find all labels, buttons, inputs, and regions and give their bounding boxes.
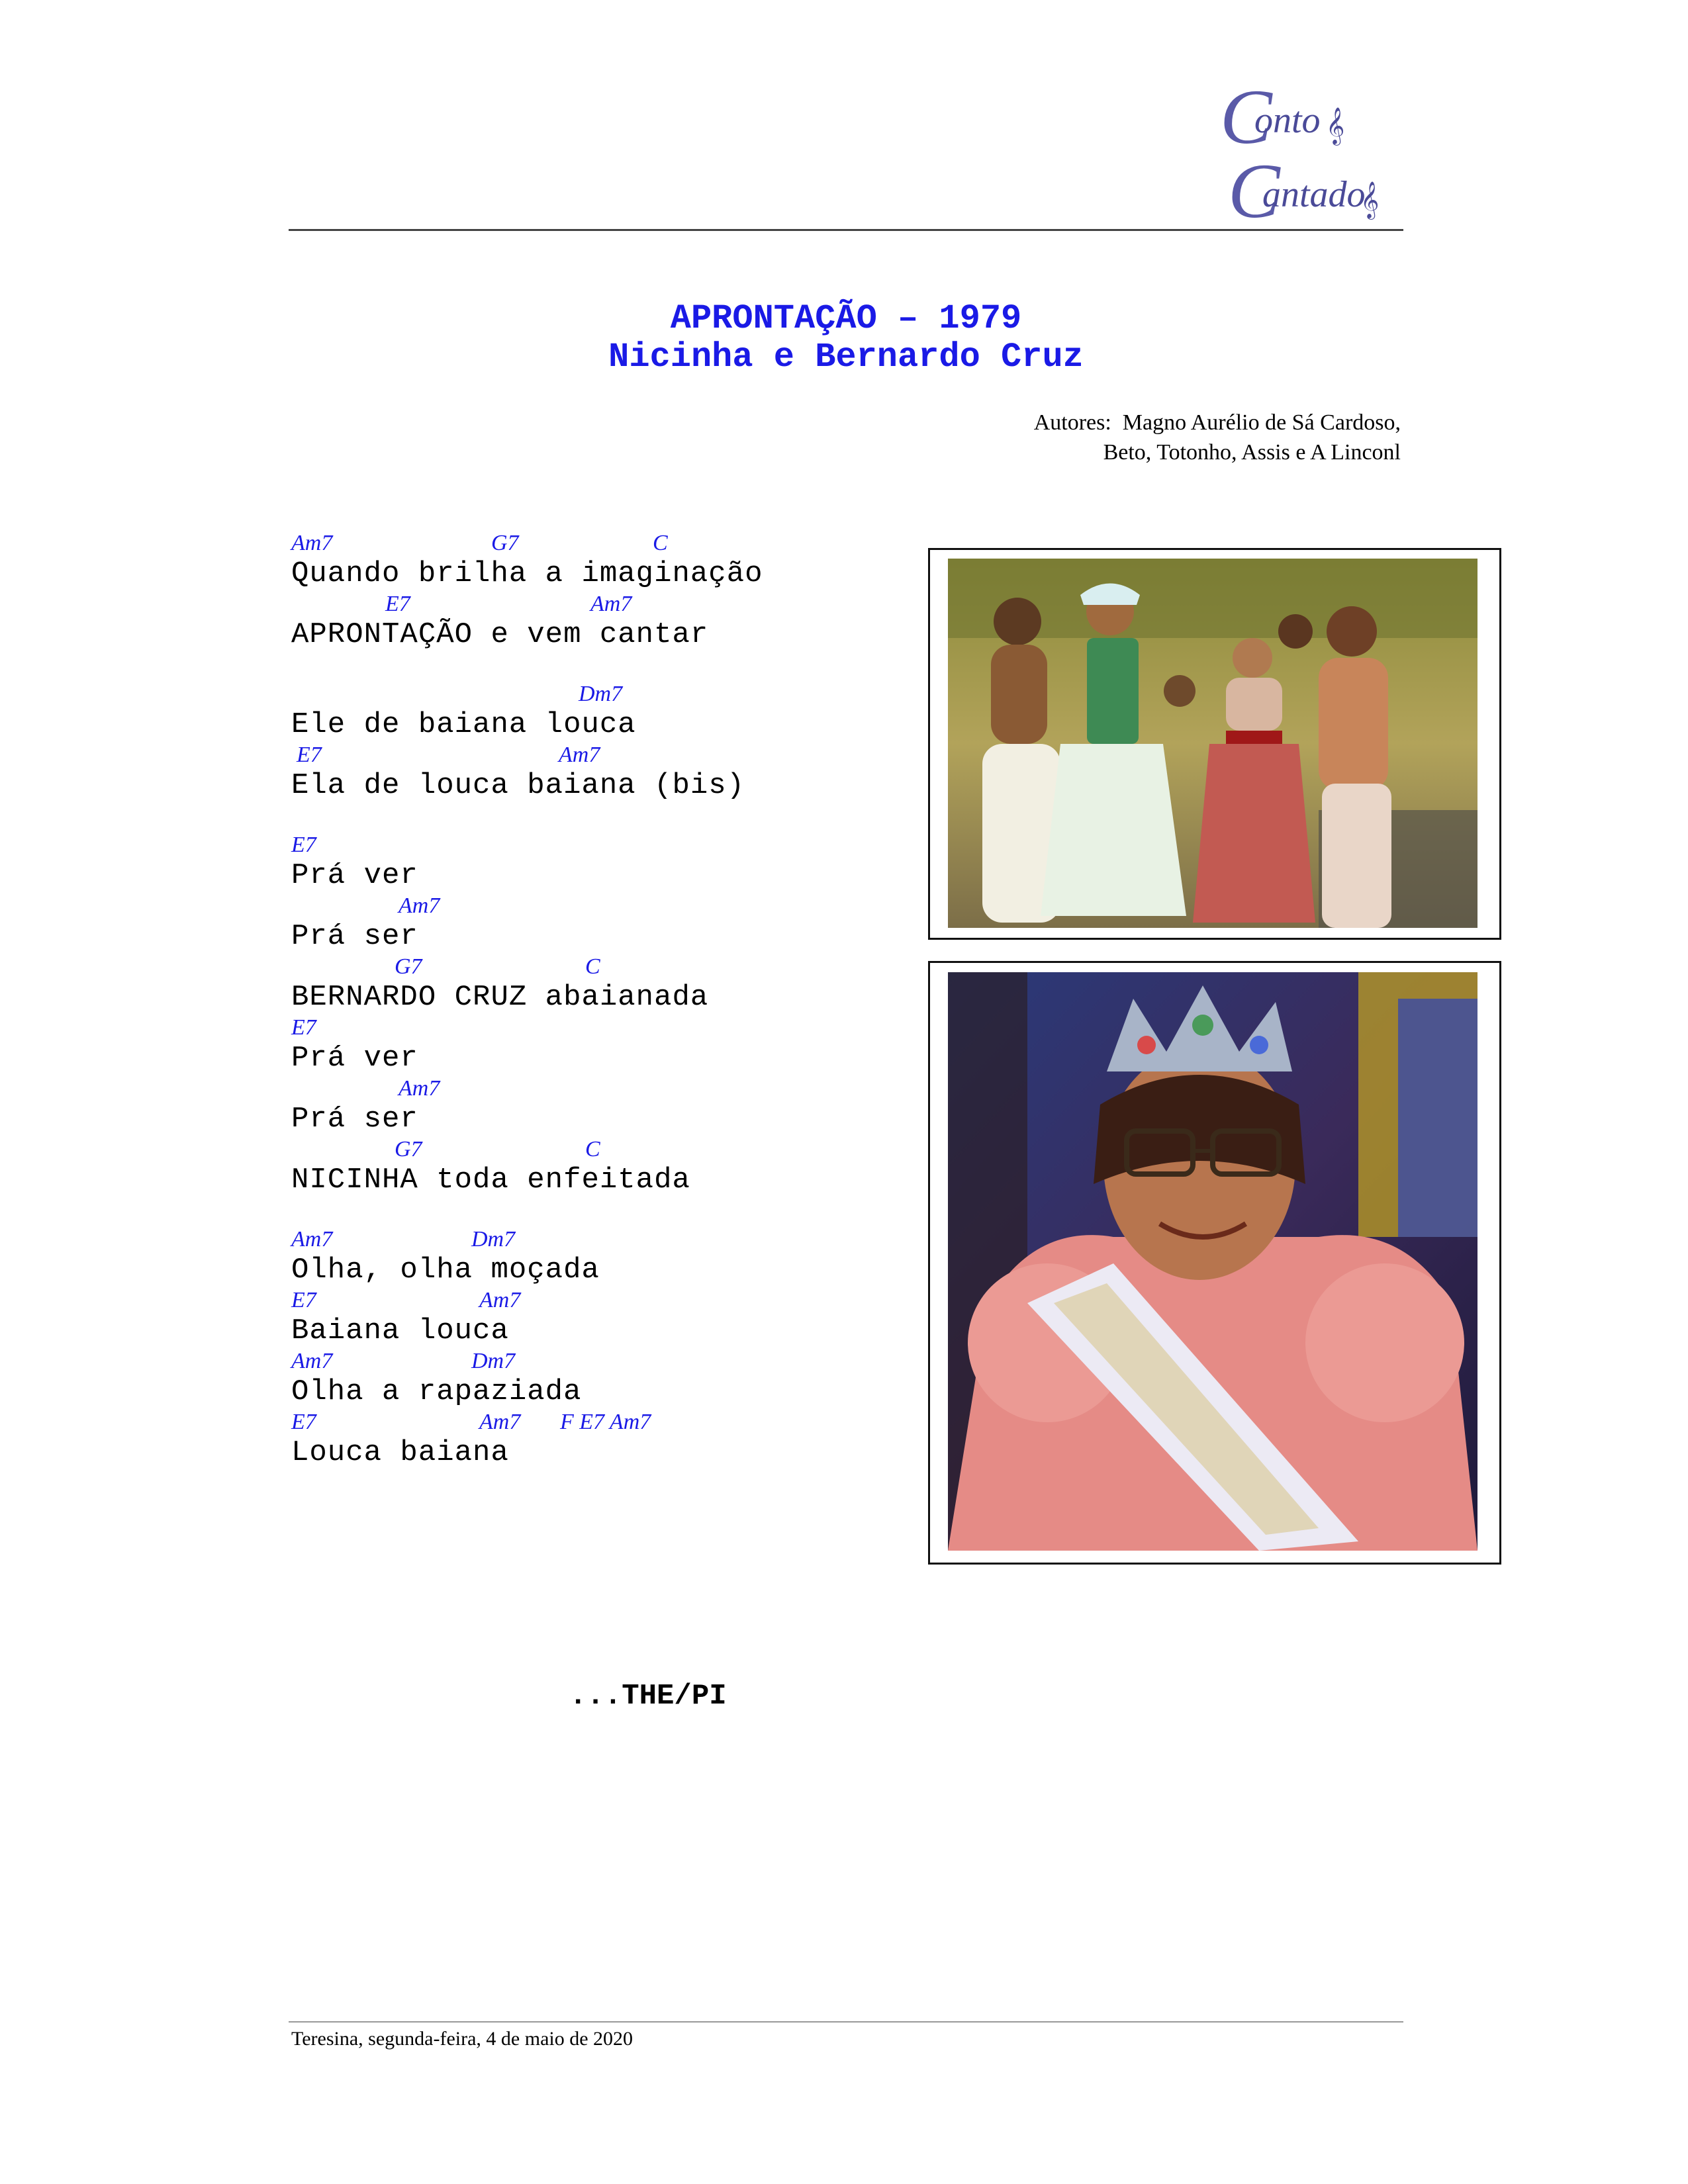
chord: Am7 bbox=[291, 1349, 333, 1373]
chord: E7 bbox=[291, 1015, 316, 1040]
lyric-line: Louca baiana bbox=[291, 1436, 509, 1469]
chord: F E7 Am7 bbox=[560, 1410, 651, 1434]
verse-line bbox=[291, 953, 914, 1014]
group-photo bbox=[948, 559, 1477, 928]
chord: Dm7 bbox=[471, 1349, 516, 1373]
chord: Am7 bbox=[399, 893, 440, 918]
footer-date: Teresina, segunda-feira, 4 de maio de 2020 bbox=[291, 2028, 633, 2050]
lyric-line: Olha, olha moçada bbox=[291, 1253, 600, 1287]
song-artists: Nicinha e Bernardo Cruz bbox=[608, 338, 1084, 377]
logo-word-2: antado bbox=[1262, 174, 1366, 215]
signoff: ...THE/PI bbox=[569, 1680, 727, 1713]
chord-line bbox=[291, 741, 914, 769]
verse-line bbox=[291, 1075, 914, 1136]
chord: Dm7 bbox=[471, 1227, 516, 1251]
chord-line bbox=[291, 1075, 914, 1103]
portrait-photo-frame bbox=[928, 961, 1501, 1565]
verse-line bbox=[291, 590, 914, 651]
authors-line-2: Beto, Totonho, Assis e A Linconl bbox=[1103, 440, 1401, 465]
chord: G7 bbox=[395, 954, 422, 979]
chord: Am7 bbox=[291, 531, 333, 555]
chord-line bbox=[291, 680, 914, 708]
treble-clef-icon: 𝄞 bbox=[1360, 181, 1380, 218]
chord: G7 bbox=[491, 531, 519, 555]
lyric-line: BERNARDO CRUZ abaianada bbox=[291, 981, 709, 1014]
verse-line bbox=[291, 529, 914, 590]
chord: C bbox=[653, 531, 668, 555]
chord: Am7 bbox=[479, 1410, 521, 1434]
chord-line bbox=[291, 953, 914, 981]
lyric-line: APRONTAÇÃO e vem cantar bbox=[291, 618, 709, 651]
verse-line bbox=[291, 1136, 914, 1197]
logo-word-1: onto bbox=[1254, 100, 1321, 141]
lyric-line: Ela de louca baiana (bis) bbox=[291, 769, 745, 802]
chord-line bbox=[291, 1287, 914, 1314]
verse-line bbox=[291, 831, 914, 892]
chord-line bbox=[291, 1408, 914, 1436]
chord-line bbox=[291, 529, 914, 557]
footer-divider bbox=[289, 2021, 1403, 2023]
lyric-line: Baiana louca bbox=[291, 1314, 509, 1347]
lyric-line: Ele de baiana louca bbox=[291, 708, 636, 741]
chord: C bbox=[585, 954, 600, 979]
lyric-line: Prá ver bbox=[291, 859, 418, 892]
svg-text:C: C bbox=[1228, 148, 1280, 234]
chord-line bbox=[291, 1014, 914, 1042]
song-title: APRONTAÇÃO – 1979 bbox=[670, 299, 1022, 338]
chord-line bbox=[291, 892, 914, 920]
chord-line bbox=[291, 831, 914, 859]
chord: E7 bbox=[291, 1410, 316, 1434]
conto-cantado-logo bbox=[1215, 85, 1400, 238]
lyric-line: Prá ver bbox=[291, 1042, 418, 1075]
chord-line bbox=[291, 1226, 914, 1253]
verse-line bbox=[291, 1287, 914, 1347]
chord: E7 bbox=[291, 1288, 316, 1312]
chord: Am7 bbox=[590, 592, 632, 616]
lyric-line: NICINHA toda enfeitada bbox=[291, 1163, 690, 1197]
chord: C bbox=[585, 1137, 600, 1161]
lyric-line: Olha a rapaziada bbox=[291, 1375, 582, 1408]
verse-line bbox=[291, 892, 914, 953]
authors-line-1: Autores: Magno Aurélio de Sá Cardoso, bbox=[1033, 410, 1401, 435]
lyric-line: Prá ser bbox=[291, 1103, 418, 1136]
portrait-photo bbox=[948, 972, 1477, 1551]
chord: E7 bbox=[385, 592, 410, 616]
group-photo-frame bbox=[928, 548, 1501, 940]
chord-line bbox=[291, 1136, 914, 1163]
chord: G7 bbox=[395, 1137, 422, 1161]
song-body bbox=[291, 529, 914, 1469]
svg-text:C: C bbox=[1220, 85, 1272, 160]
verse-line bbox=[291, 680, 914, 741]
header-divider bbox=[289, 229, 1403, 231]
chord: Am7 bbox=[399, 1076, 440, 1101]
verse-line bbox=[291, 1014, 914, 1075]
verse-line bbox=[291, 1226, 914, 1287]
lyric-line: Quando brilha a imaginação bbox=[291, 557, 763, 590]
authors-block bbox=[1034, 408, 1401, 467]
chord: Am7 bbox=[479, 1288, 521, 1312]
chord-line bbox=[291, 590, 914, 618]
chord: Am7 bbox=[291, 1227, 333, 1251]
treble-clef-icon: 𝄞 bbox=[1326, 107, 1345, 144]
lyric-line: Prá ser bbox=[291, 920, 418, 953]
chord: E7 bbox=[297, 743, 322, 767]
verse-line bbox=[291, 1408, 914, 1469]
chord: E7 bbox=[291, 833, 316, 857]
verse-line bbox=[291, 1347, 914, 1408]
verse-line bbox=[291, 741, 914, 802]
chord-line bbox=[291, 1347, 914, 1375]
chord: Dm7 bbox=[579, 682, 623, 706]
chord: Am7 bbox=[559, 743, 600, 767]
